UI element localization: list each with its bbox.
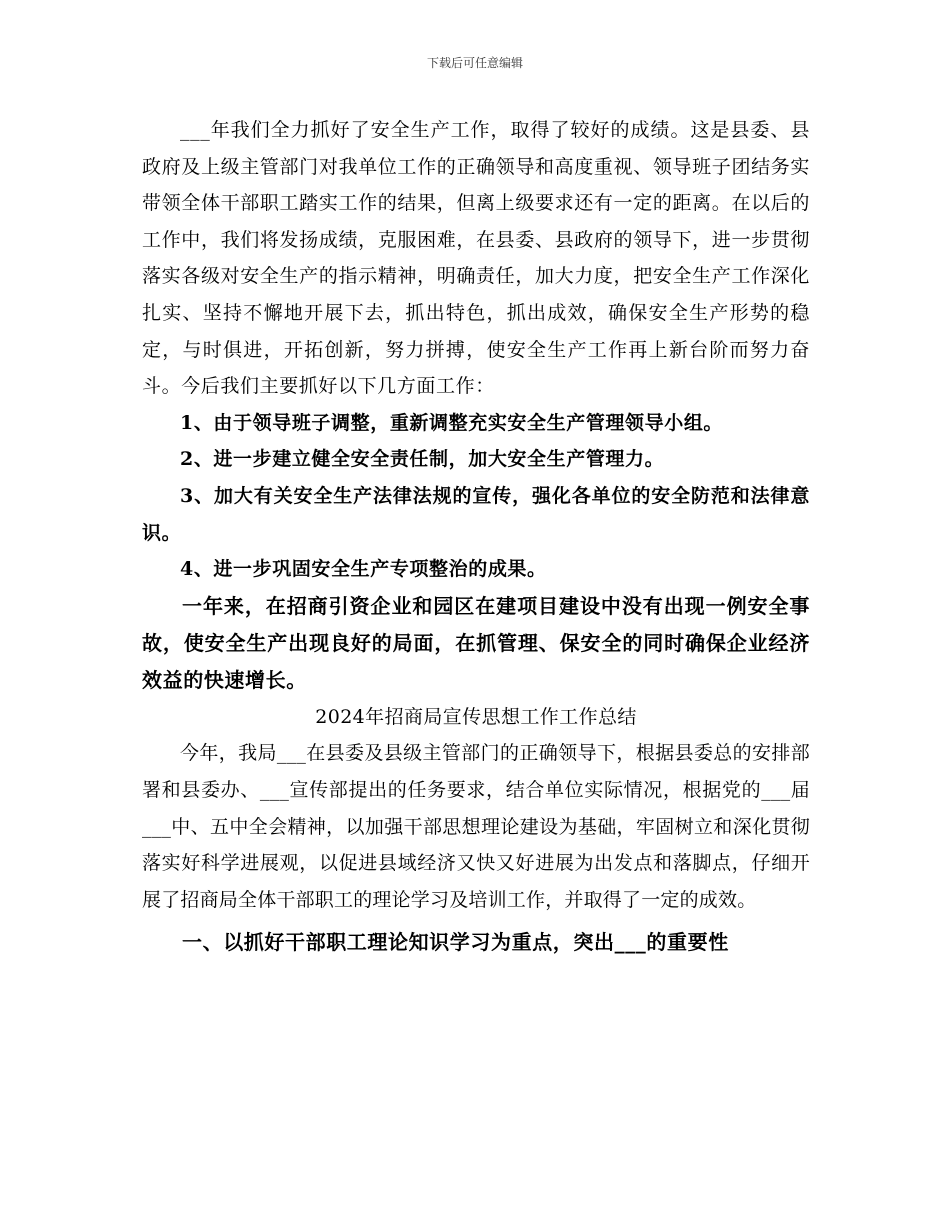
list-item-2: 2、进一步建立健全安全责任制，加大安全生产管理力。 xyxy=(180,448,665,471)
section1-closing: 一年来，在招商引资企业和园区在建项目建设中没有出现一例安全事故，使安全生产出现良好的局面，在抓管理、保安全的同时确保企业经济效益的快速增长。 xyxy=(142,593,810,692)
section2-intro: 今年，我局___在县委及县级主管部门的正确领导下，根据县委总的安排部署和县委办、___宣传部提出的任务要求，结合单位实际情况，根据党的___届___中、五中全会精神，以加强干部思想理论建设为基础，牢固树立和深化贯彻落实好科学进展观，以促进县域经济又快又好进展为出发点和落脚点，仔细开展了招商局全体干部职工的理论学习及培训工作，并取得了一定的成效。 xyxy=(142,742,810,911)
header-note: 下载后可任意编辑 xyxy=(426,56,523,70)
section2-title: 2024年招商局宣传思想工作工作总结 xyxy=(315,705,637,728)
section2-heading-1: 一、以抓好干部职工理论知识学习为重点，突出___的重要性 xyxy=(182,930,729,955)
document-body xyxy=(142,112,810,961)
section1-intro: ___年我们全力抓好了安全生产工作，取得了较好的成绩。这是县委、县政府及上级主管部门对我单位工作的正确领导和高度重视、领导班子团结务实带领全体干部职工踏实工作的结果，但离上级要求还有一定的距离。在以后的工作中，我们将发扬成绩，克服困难，在县委、县政府的领导下，进一步贯彻落实各级对安全生产的指示精神，明确责任，加大力度，把安全生产工作深化扎实、坚持不懈地开展下去，抓出特色，抓出成效，确保安全生产形势的稳定，与时俱进，开拓创新，努力拼搏，使安全生产工作再上新台阶而努力奋斗。今后我们主要抓好以下几方面工作： xyxy=(142,119,810,398)
list-item-3: 3、加大有关安全生产法律法规的宣传，强化各单位的安全防范和法律意识。 xyxy=(142,484,810,544)
list-item-1: 1、由于领导班子调整，重新调整充实安全生产管理领导小组。 xyxy=(180,411,724,434)
section2-body xyxy=(142,735,810,918)
list-item-4: 4、进一步巩固安全生产专项整治的成果。 xyxy=(180,558,547,581)
